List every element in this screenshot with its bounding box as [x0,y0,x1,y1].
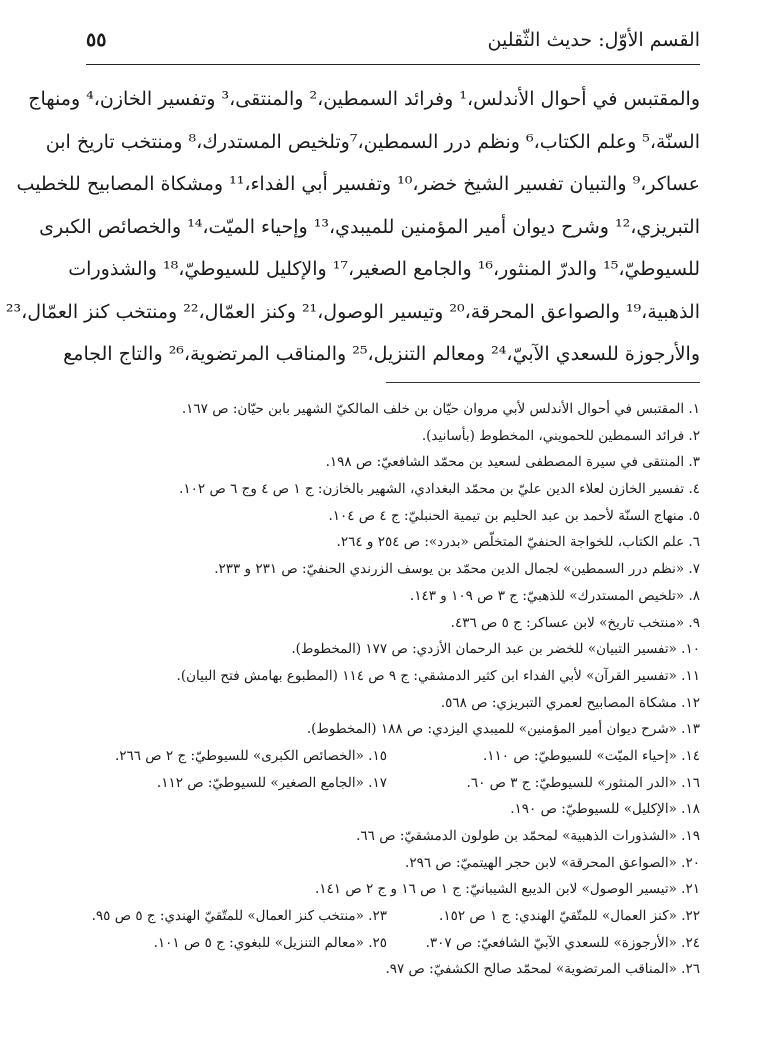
footnote: ١٢. مشكاة المصابيح لعمري التبريزي: ص ٥٦٨. [440,694,700,711]
text-line: والأرجوزة للسعدي الآبيّ،²⁴ ومعالم التنزيل،²⁵ والمناقب المرتضوية،²⁶ والتاج الجامع [63,343,700,365]
page-number: ٥٥ [86,29,107,51]
footnote: ٢٢. «كنز العمال» للمتّقيّ الهندي: ج ١ ص ١٥٢. [439,908,700,925]
footnotes [86,396,700,983]
footnote: ٥. منهاج السنّة لأحمد بن عبد الحليم بن تيمية الحنبليّ: ج ٤ ص ١٠٤. [328,507,700,524]
footnote: ٨. «تلخيص المستدرك» للذهبيّ: ج ٣ ص ١٠٩ و ١٤٣. [409,587,700,604]
footnote: ١٥. «الخصائص الكبرى» للسيوطيّ: ج ٢ ص ٢٦٦. [114,747,387,764]
footnote: ١٠. «تفسير التبيان» للخضر بن عبد الرحمان الأزدي: ص ١٧٧ (المخطوط). [291,641,700,658]
footnote: ٢٠. «الصواعق المحرقة» لابن حجر الهيتميّ: ص ٢٩٦. [405,854,700,871]
text-line: عساكر،⁹ والتبيان تفسير الشيخ خضر،¹⁰ وتفسير أبي الفداء،¹¹ ومشكاة المصابيح للخطيب [16,173,700,195]
footnote: ٧. «نظم درر السمطين» لجمال الدين محمّد بن يوسف الزرندي الحنفيّ: ص ٢٣١ و ٢٣٣. [214,561,700,578]
footnote: ٩. «منتخب تاريخ» لابن عساكر: ج ٥ ص ٤٣٦. [450,614,700,631]
text-line: السنّة،⁵ وعلم الكتاب،⁶ ونظم درر السمطين،⁷وتلخيص المستدرك،⁸ ومنتخب تاريخ ابن [45,130,700,153]
text-line: الذهبية،¹⁹ والصواعق المحرقة،²⁰ وتيسير الوصول،²¹ وكنز العمّال،²² ومنتخب كنز العمّال،²³ [5,300,700,323]
footnote: ٣. المنتقى في سيرة المصطفى لسعيد بن محمّد الشافعيّ: ص ١٩٨. [325,454,700,471]
footnote: ٦. علم الكتاب، للخواجة الحنفيّ المتخلّص «بدرد»: ص ٢٥٤ و ٢٦٤. [336,534,700,551]
footnote: ٢٥. «معالم التنزيل» للبغوي: ج ٥ ص ١٠١. [153,934,387,951]
footnote: ١٨. «الإكليل» للسيوطيّ: ص ١٩٠. [510,801,700,818]
footnote: ١٦. «الدر المنثور» للسيوطيّ: ج ٣ ص ٦٠. [466,774,700,791]
footnote: ٢٤. «الأرجوزة» للسعدي الآبيّ الشافعيّ: ص ٣٠٧. [425,934,700,951]
footnote: ٢. فرائد السمطين للحمويني، المخطوط (بأسانيد). [421,427,700,444]
footnote: ١٤. «إحياء الميّت» للسيوطيّ: ص ١١٠. [482,747,700,764]
footnote: ٤. تفسير الخازن لعلاء الدين عليّ بن محمّد البغدادي، الشهير بالخازن: ج ١ ص ٤ وج ٦ ص ١٠٢. [179,481,700,498]
footnote: ٢١. «تيسير الوصول» لابن الديبع الشيبانيّ: ج ١ ص ١٦ و ج ٢ ص ١٤١. [314,881,700,898]
footnote: ١٩. «الشذورات الذهبية» لمحمّد بن طولون الدمشقيّ: ص ٦٦. [356,828,700,844]
footnote-divider [386,382,700,383]
footnote: ١١. «تفسير القرآن» لأبي الفداء ابن كثير الدمشقي: ج ٩ ص ١١٤ (المطبوع بهامش فتح البيان). [176,667,700,684]
page-header [86,18,700,65]
footnote: ٢٣. «منتخب كنز العمال» للمتّقيّ الهندي: ج ٥ ص ٩٥. [91,908,387,925]
footnote: ١٣. «شرح ديوان أمير المؤمنين» للميبدي اليزدي: ص ١٨٨ (المخطوط). [306,721,700,738]
footnote-pair [86,770,700,797]
footnote-pair [86,930,700,957]
footnote: ٢٦. «المناقب المرتضوية» لمحمّد صالح الكشفيّ: ص ٩٧. [385,961,700,978]
text-line: للسيوطيّ،¹⁵ والدرّ المنثور،¹⁶ والجامع الصغير،¹⁷ والإكليل للسيوطيّ،¹⁸ والشذورات [68,258,700,280]
footnote-pair [86,743,700,770]
footnote: ١. المقتبس في أحوال الأندلس لأبي مروان حيّان بن خلف المالكيّ الشهير بابن حيّان: ص ١٦٧. [181,401,700,417]
footnote-pair [86,903,700,930]
text-line: والمقتبس في أحوال الأندلس،¹ وفرائد السمطين،² والمنتقى،³ وتفسير الخازن،⁴ ومنهاج [28,88,700,110]
text-line: التبريزي،¹² وشرح ديوان أمير المؤمنين للميبدي،¹³ وإحياء الميّت،¹⁴ والخصائص الكبرى [39,215,700,238]
footnote: ١٧. «الجامع الصغير» للسيوطيّ: ص ١١٢. [156,774,387,791]
main-text [5,78,700,376]
running-title: القسم الأوّل: حديث الثّقلين [487,29,700,51]
